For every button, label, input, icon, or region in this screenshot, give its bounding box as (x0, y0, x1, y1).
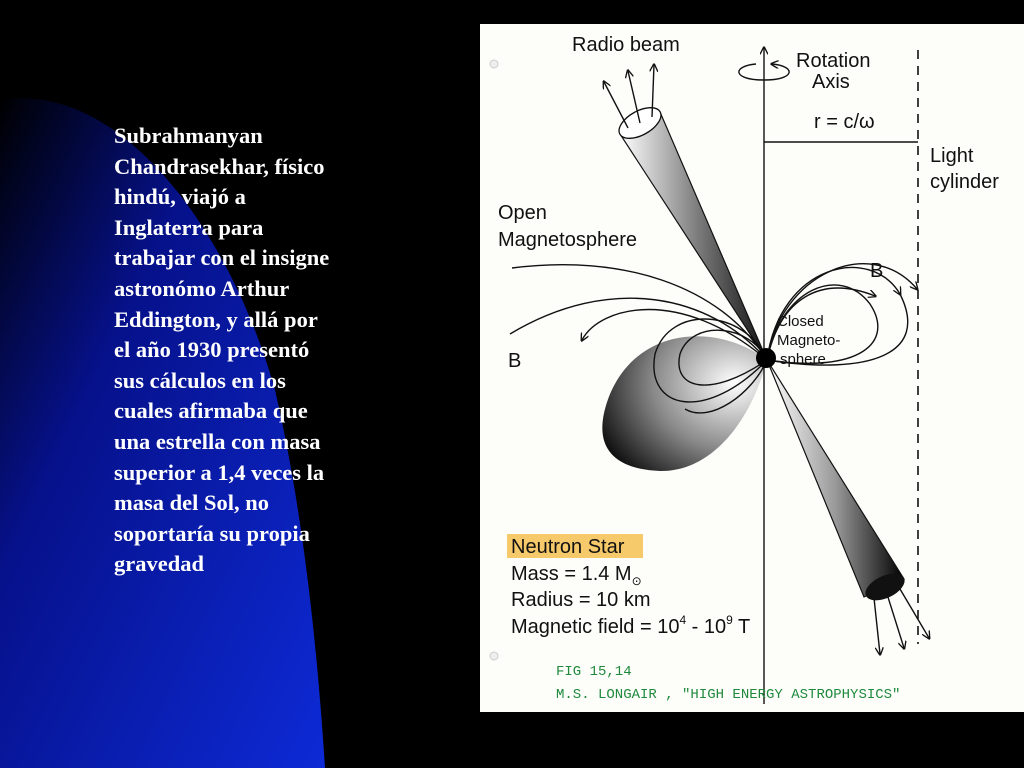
magnetic-field-label: Magnetic field = $10^4 - 10^9$ T (511, 613, 751, 638)
rotation-axis-label: Rotation (796, 50, 871, 72)
neutron-star (756, 348, 776, 368)
mass-label: Mass = 1.4 $M_⊙$ (511, 563, 642, 588)
punch-hole (490, 60, 498, 68)
field-b-label-right: B (870, 260, 884, 282)
dark-lobe (602, 336, 767, 471)
upper-radio-beam (620, 112, 767, 360)
citation: M.S. LONGAIR , "HIGH ENERGY ASTROPHYSICS" (556, 687, 901, 703)
closed-magnetosphere-label: sphere (780, 351, 826, 368)
slide-body-text: Subrahmanyan Chandrasekhar, físico hindú, viajó a Inglaterra para trabajar con el insigne astronómo Arthur Eddington, y allá por el año 1930 presentó sus cálculos en los cuales afirmaba que una estrella con masa superior a 1,4 veces la masa del Sol, no soportaría su propia gravedad (114, 123, 330, 577)
radius-formula: r = c/ω (814, 111, 875, 133)
radio-beam-label: Radio beam (572, 34, 680, 56)
light-cylinder-label: Light (930, 145, 974, 167)
open-magnetosphere-label: Open (498, 202, 547, 224)
beam-arrow (604, 82, 628, 128)
field-b-label-left: B (508, 350, 522, 372)
beam-arrow (900, 589, 929, 638)
lower-radio-beam (767, 360, 904, 597)
pulsar-diagram (480, 24, 1024, 712)
radius-label: Radius = 10 km (511, 589, 651, 611)
light-cylinder-label: cylinder (930, 171, 999, 193)
beam-arrow (887, 594, 904, 648)
punch-hole (490, 652, 498, 660)
figure-reference: FIG 15,14 (556, 664, 632, 680)
open-magnetosphere-label: Magnetosphere (498, 229, 637, 251)
neutron-star-title: Neutron Star (511, 536, 625, 558)
closed-magnetosphere-label: Closed (777, 313, 824, 330)
closed-magnetosphere-label: Magneto- (777, 332, 841, 349)
rotation-axis-label: Axis (812, 71, 850, 93)
beam-arrow (874, 598, 880, 654)
